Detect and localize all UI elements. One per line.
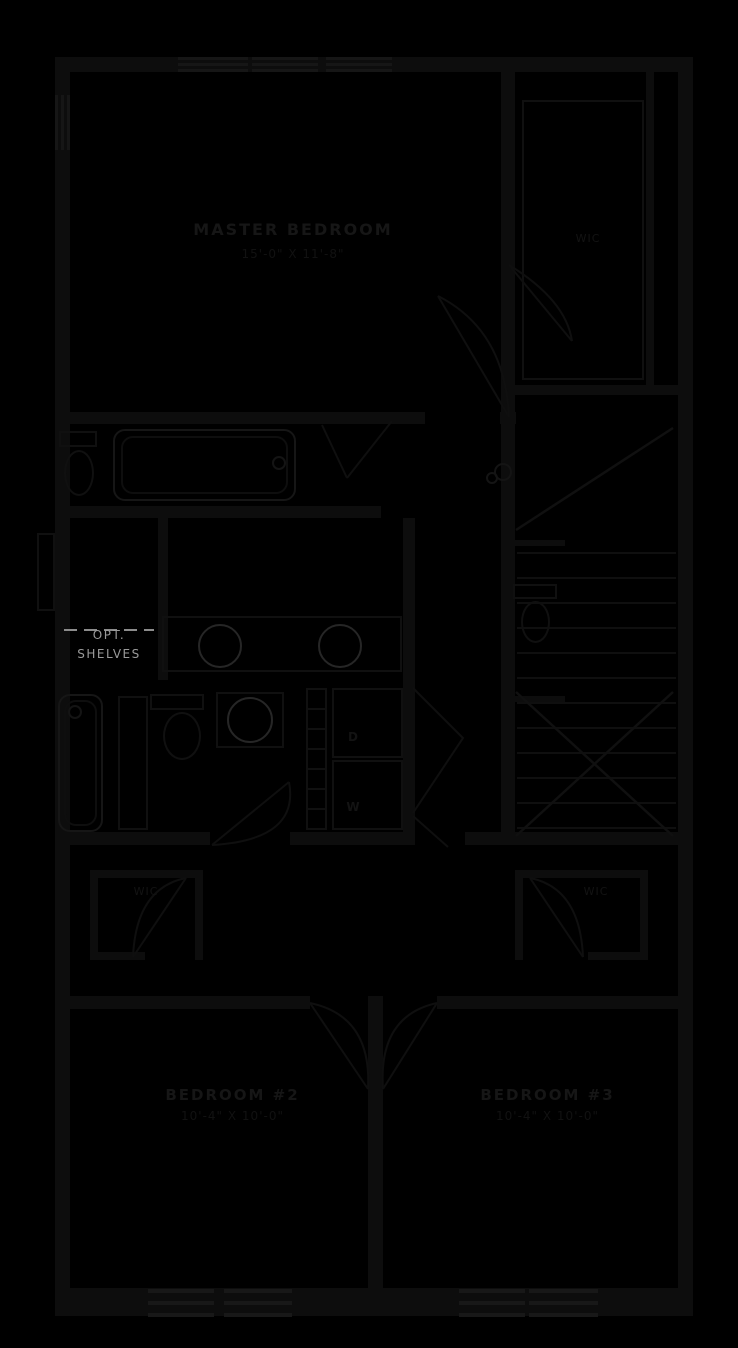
label-opt-shelves-line2: SHELVES [77,647,141,661]
label-dryer: D [348,730,358,744]
label-bedroom3: BEDROOM #3 [480,1086,615,1104]
label-bedroom3-dims: 10'-4" X 10'-0" [496,1109,599,1123]
label-wic-master: WIC [575,232,601,245]
stair-treads [517,553,676,828]
label-washer: W [346,800,360,814]
label-bedroom2: BEDROOM #2 [165,1086,300,1104]
door-swings [133,265,583,1089]
small-details [69,457,511,718]
label-opt-shelves-line1: OPT. [92,628,126,642]
stair-rails [516,428,673,836]
label-wic-bedroom3: WIC [583,885,609,898]
label-master-bedroom-dims: 15'-0" X 11'-8" [241,247,345,261]
label-wic-bedroom2: WIC [133,885,159,898]
label-bedroom2-dims: 10'-4" X 10'-0" [181,1109,284,1123]
label-master-bedroom: MASTER BEDROOM [193,220,393,239]
